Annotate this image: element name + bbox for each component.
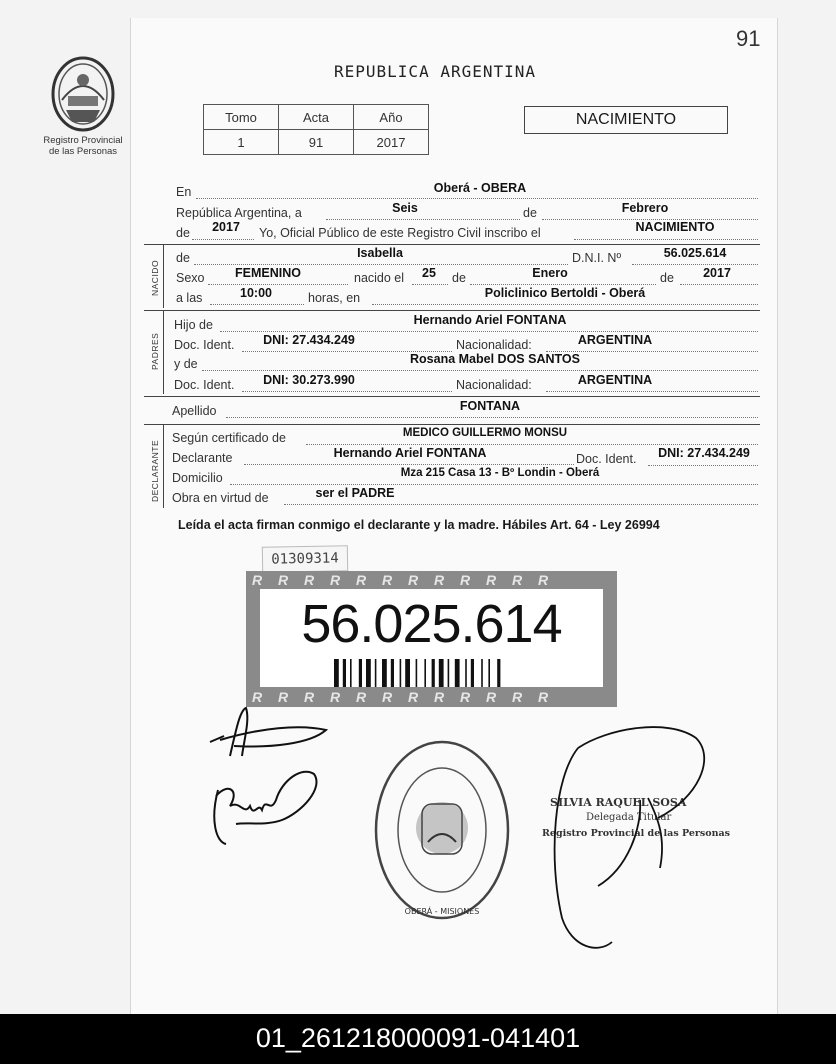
sticker-pattern-top: R R R R R R R R R R R R <box>252 572 555 588</box>
round-stamp-icon <box>372 738 512 922</box>
place-line <box>196 198 758 199</box>
decl-doc: DNI: 27.434.249 <box>658 446 750 460</box>
birth-place-line <box>372 304 758 305</box>
born-day-line <box>412 284 448 285</box>
mother-label: y de <box>174 357 198 371</box>
obra-line <box>284 504 758 505</box>
date-day-line <box>326 219 520 220</box>
padres-bar <box>163 310 164 394</box>
official-office: Registro Provincial de las Personas <box>542 828 731 839</box>
tomo-value: 1 <box>204 130 279 155</box>
mother-doc: DNI: 30.273.990 <box>263 373 355 387</box>
apellido-value: FONTANA <box>459 399 521 413</box>
nacido-name-label: de <box>176 251 190 265</box>
dom-value: Mza 215 Casa 13 - Bº Londin - Oberá <box>400 467 600 479</box>
nacido-section-label: NACIDO <box>150 259 160 296</box>
sticker-pattern-bottom: R R R R R R R R R R R R <box>252 689 555 705</box>
reg-de-label: de <box>176 226 190 240</box>
mother-nationality: ARGENTINA <box>577 373 653 387</box>
born-year-line <box>680 284 758 285</box>
padres-section-label: PADRES <box>150 332 160 370</box>
stamp-city: OBERÁ - MISIONES <box>404 907 480 916</box>
document-title: REPUBLICA ARGENTINA <box>334 62 537 81</box>
born-month: Enero <box>532 266 568 280</box>
decl-label: Declarante <box>172 451 233 465</box>
decl-line <box>244 464 574 465</box>
father-doc: DNI: 27.434.249 <box>263 333 355 347</box>
control-number: 01309314 <box>262 545 348 572</box>
tomo-header: Tomo <box>204 105 279 130</box>
reg-year: 2017 <box>212 220 240 234</box>
decl-doc-line <box>648 465 758 466</box>
page-number: 91 <box>736 26 761 51</box>
decl-doc-label: Doc. Ident. <box>576 452 637 466</box>
caption-line-2: de las Personas <box>48 146 118 157</box>
signature-declarant <box>200 700 340 762</box>
sex-value: FEMENINO <box>235 266 301 280</box>
father-name: Hernando Ariel FONTANA <box>413 313 567 327</box>
father-nationality: ARGENTINA <box>577 333 653 347</box>
sex-label: Sexo <box>176 271 205 285</box>
apellido-line <box>226 417 758 418</box>
nacido-top-line <box>144 244 760 245</box>
mother-nat-label: Nacionalidad: <box>456 378 532 392</box>
father-nat-label: Nacionalidad: <box>456 338 532 352</box>
record-type-box: NACIMIENTO <box>524 106 728 134</box>
footer-code: 01_261218000091-041401 <box>255 1023 581 1053</box>
date-month: Febrero <box>621 201 669 215</box>
date-prefix-label: República Argentina, a <box>176 206 302 220</box>
anio-value: 2017 <box>354 130 429 155</box>
date-day: Seis <box>392 201 418 215</box>
born-de-label-2: de <box>660 271 674 285</box>
hours-label: horas, en <box>308 291 361 305</box>
reference-header-row <box>204 105 429 130</box>
acta-header: Acta <box>279 105 354 130</box>
born-de-label-1: de <box>452 271 466 285</box>
apellido-top-line <box>144 396 760 397</box>
sticker-label <box>260 589 603 687</box>
mother-name: Rosana Mabel DOS SANTOS <box>410 352 580 366</box>
father-line <box>220 331 758 332</box>
sticker-dni: 56.025.614 <box>301 594 562 654</box>
born-label: nacido el <box>354 271 405 285</box>
apellido-label: Apellido <box>172 404 217 418</box>
signature-official <box>548 718 718 958</box>
mother-doc-line <box>242 391 452 392</box>
official-name: SILVIA RAQUEL SOSA <box>550 796 687 809</box>
official-role: Delegada Titular <box>586 812 672 823</box>
declarante-top-line <box>144 424 760 425</box>
born-month-line <box>470 284 656 285</box>
reference-value-row <box>204 130 429 155</box>
birth-place: Policlinico Bertoldi - Oberá <box>484 286 646 300</box>
born-year: 2017 <box>703 266 731 280</box>
nacido-bar <box>163 244 164 308</box>
nacido-name: Isabella <box>357 246 403 260</box>
declarante-bar <box>163 424 164 508</box>
father-doc-label: Doc. Ident. <box>174 338 235 352</box>
mother-line <box>202 370 758 371</box>
caption-line-1: Registro Provincial <box>43 135 123 146</box>
time-line <box>210 304 304 305</box>
nacido-dni: 56.025.614 <box>663 246 727 260</box>
barcode-icon <box>334 659 554 687</box>
time-label: a las <box>176 291 203 305</box>
sex-line <box>208 284 348 285</box>
cert-label: Según certificado de <box>172 431 286 445</box>
cert-value: MEDICO GUILLERMO MONSU <box>402 427 568 439</box>
birth-time: 10:00 <box>240 286 272 300</box>
nacido-name-line <box>194 264 568 265</box>
reg-type: NACIMIENTO <box>635 220 715 234</box>
nacido-dni-line <box>632 264 758 265</box>
father-label: Hijo de <box>174 318 213 332</box>
mother-doc-label: Doc. Ident. <box>174 378 235 392</box>
anio-header: Año <box>354 105 429 130</box>
born-day: 25 <box>422 266 436 280</box>
obra-label: Obra en virtud de <box>172 491 269 505</box>
reading-statement: Leída el acta firman conmigo el declarante y la madre. Hábiles Art. 64 - Ley 26994 <box>178 518 660 532</box>
place-value: Oberá - OBERA <box>433 181 527 195</box>
reference-table <box>203 104 429 155</box>
mother-nat-line <box>546 391 758 392</box>
date-de-label: de <box>523 206 537 220</box>
dom-label: Domicilio <box>172 471 223 485</box>
registry-caption <box>34 135 132 157</box>
declarante-section-label: DECLARANTE <box>150 439 160 502</box>
signature-mother <box>206 760 326 850</box>
reg-year-line <box>192 239 254 240</box>
reg-text-label: Yo, Oficial Público de este Registro Civil inscribo el <box>259 226 541 240</box>
acta-value: 91 <box>279 130 354 155</box>
place-label: En <box>176 185 192 199</box>
dni-sticker <box>246 571 617 707</box>
dom-line <box>230 484 758 485</box>
nacido-dni-label: D.N.I. Nº <box>572 251 622 265</box>
obra-value: ser el PADRE <box>315 486 395 500</box>
registry-emblem-icon <box>48 52 118 136</box>
padres-top-line <box>144 310 760 311</box>
decl-value: Hernando Ariel FONTANA <box>333 446 487 460</box>
reg-type-line <box>574 239 758 240</box>
cert-line <box>306 444 758 445</box>
